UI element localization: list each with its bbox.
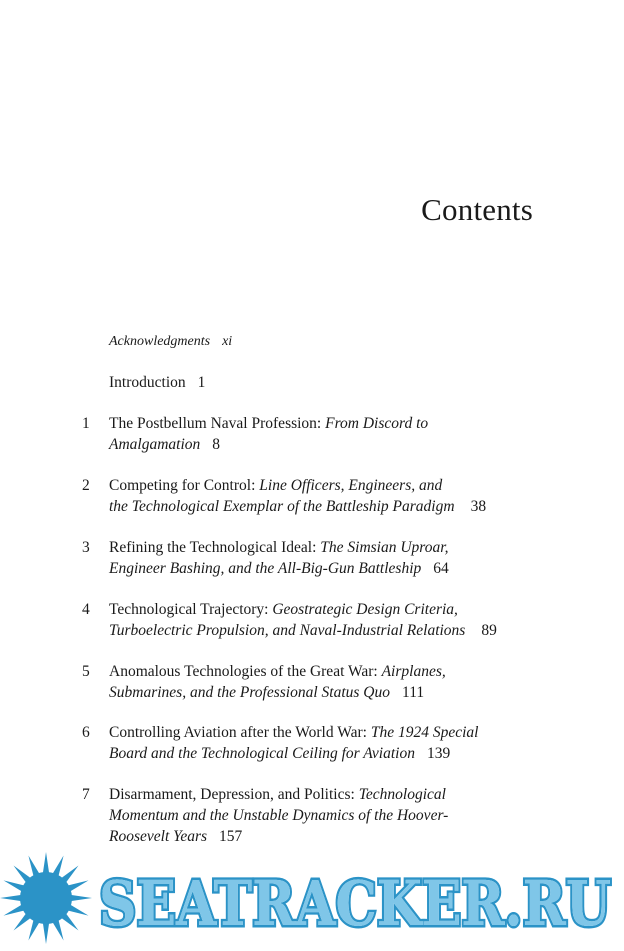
chapter-subtitle-italic: the Technological Exemplar of the Battleship Paradigm	[109, 498, 455, 515]
chapter-subtitle-italic: From Discord to	[325, 415, 429, 432]
toc-entry-chapter-6[interactable]	[82, 722, 529, 764]
toc-entry-chapter-4[interactable]	[82, 599, 529, 641]
chapter-subtitle-italic: The Simsian Uproar,	[320, 539, 449, 556]
page-title: Contents	[421, 192, 533, 227]
chapter-number: 7	[82, 786, 90, 803]
toc-entry-chapter-5[interactable]	[82, 661, 529, 703]
entry-page: 64	[433, 560, 449, 577]
entry-page: 139	[426, 745, 451, 762]
watermark-graphic	[0, 848, 624, 946]
chapter-title-roman: Technological Trajectory:	[109, 601, 273, 618]
chapter-number: 2	[82, 477, 90, 494]
toc-entry-chapter-7[interactable]	[82, 784, 529, 847]
entry-page: xi	[222, 334, 233, 349]
watermark-text: SEATRACKER.RU	[99, 867, 611, 940]
toc-entry-chapter-3[interactable]	[82, 537, 529, 579]
chapter-title-roman: Competing for Control:	[109, 477, 260, 494]
entry-page: 157	[219, 828, 243, 845]
chapter-subtitle-italic: Amalgamation	[109, 436, 201, 453]
entry-page: 1	[197, 374, 206, 391]
entry-page: 111	[402, 684, 425, 701]
entry-label: Introduction	[109, 374, 186, 391]
sun-ray	[0, 895, 22, 902]
chapter-subtitle-italic: Technological	[358, 786, 446, 803]
chapter-subtitle-italic: The 1924 Special	[370, 724, 479, 741]
chapter-number: 3	[82, 539, 90, 556]
chapter-subtitle-italic: Roosevelt Years	[109, 828, 208, 845]
chapter-title-roman: Controlling Aviation after the World War:	[109, 724, 371, 741]
toc-entry-acknowledgments[interactable]	[109, 331, 529, 352]
toc-entry-chapter-1[interactable]	[82, 413, 529, 455]
chapter-subtitle-italic: Momentum and the Unstable Dynamics of the Hoover-	[109, 807, 449, 824]
chapter-subtitle-italic: Airplanes,	[381, 663, 446, 680]
sun-icon	[0, 852, 92, 944]
chapter-number: 5	[82, 663, 90, 680]
chapter-number: 1	[82, 415, 90, 432]
entry-page: 89	[481, 622, 497, 639]
watermark-text-fill: SEATRACKER.RU	[99, 867, 611, 940]
toc-entry-chapter-2[interactable]	[82, 475, 529, 517]
sun-ray	[43, 922, 50, 944]
chapter-subtitle-italic: Line Officers, Engineers, and	[259, 477, 443, 494]
sun-ray	[43, 852, 50, 874]
sun-ray	[70, 895, 92, 902]
chapter-number: 6	[82, 724, 90, 741]
chapter-subtitle-italic: Geostrategic Design Criteria,	[272, 601, 458, 618]
chapter-title-roman: Refining the Technological Ideal:	[109, 539, 321, 556]
chapter-subtitle-italic: Turboelectric Propulsion, and Naval-Industrial Relations	[109, 622, 466, 639]
chapter-subtitle-italic: Submarines, and the Professional Status Quo	[109, 684, 391, 701]
watermark	[0, 848, 624, 946]
entry-page: 38	[470, 498, 487, 515]
chapter-subtitle-italic: Board and the Technological Ceiling for Aviation	[109, 745, 415, 762]
chapter-title-roman: The Postbellum Naval Profession:	[109, 415, 326, 432]
chapter-number: 4	[82, 601, 90, 618]
chapter-title-roman: Anomalous Technologies of the Great War:	[109, 663, 382, 680]
chapter-title-roman: Disarmament, Depression, and Politics:	[109, 786, 359, 803]
toc-entry-introduction[interactable]	[109, 372, 529, 393]
entry-label: Acknowledgments	[109, 334, 211, 349]
chapter-subtitle-italic: Engineer Bashing, and the All-Big-Gun Battleship	[109, 560, 422, 577]
entry-page: 8	[212, 436, 221, 453]
